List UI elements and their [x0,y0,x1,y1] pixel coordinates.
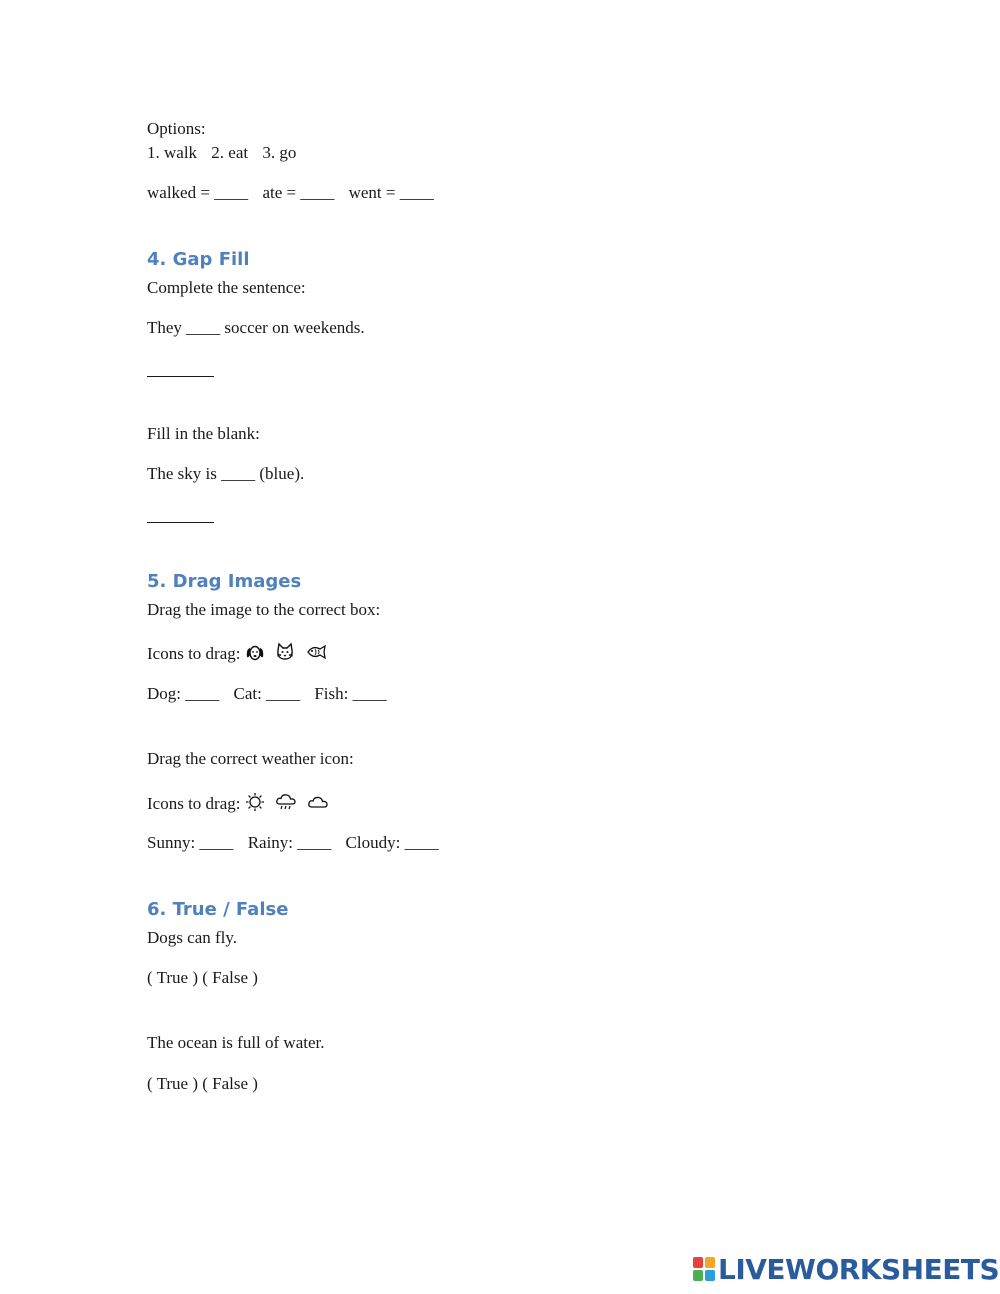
options-label: Options: [147,119,206,138]
drop-target[interactable]: Dog: ____ [147,684,220,703]
option-item: 1. walk [147,143,198,162]
true-option[interactable]: ( True ) [147,968,199,987]
false-option[interactable]: ( False ) [202,968,258,987]
tf-options-row [147,968,258,988]
drag-instruction: Drag the image to the correct box: [147,600,381,619]
drop-target[interactable]: Sunny: ____ [147,833,234,852]
drag-targets-row [147,684,387,704]
option-item: 2. eat [211,143,249,162]
logo-mark-icon [693,1257,715,1281]
drop-target[interactable]: Cloudy: ____ [345,833,439,852]
section-heading-gap-fill: 4. Gap Fill [147,249,250,270]
gap-fill-sentence: The sky is ____ (blue). [147,464,305,483]
answer-input-line[interactable] [147,376,214,377]
drag-instruction: Drag the correct weather icon: [147,749,354,768]
match-blank[interactable]: walked = ____ [147,183,249,202]
gap-fill-instruction: Complete the sentence: [147,278,306,297]
match-blank[interactable]: ate = ____ [262,183,335,202]
drop-target[interactable]: Rainy: ____ [247,833,332,852]
tf-statement: Dogs can fly. [147,928,238,947]
drag-icons-row [147,792,335,814]
icons-label: Icons to drag: [147,644,241,663]
false-option[interactable]: ( False ) [202,1074,258,1093]
option-item: 3. go [262,143,297,162]
section-heading-drag-images: 5. Drag Images [147,571,302,592]
tf-statement: The ocean is full of water. [147,1033,325,1052]
sun-icon[interactable] [245,792,265,812]
cloud-icon[interactable] [307,792,329,812]
match-blank[interactable]: went = ____ [348,183,434,202]
section-heading-true-false: 6. True / False [147,899,289,920]
drag-icons-row [147,642,333,664]
dog-icon[interactable] [245,642,265,662]
icons-label: Icons to drag: [147,794,241,813]
gap-fill-sentence: They ____ soccer on weekends. [147,318,365,337]
answer-input-line[interactable] [147,522,214,523]
rain-cloud-icon[interactable] [275,792,297,812]
logo-text: LIVEWORKSHEETS [718,1252,1000,1286]
true-option[interactable]: ( True ) [147,1074,199,1093]
drop-target[interactable]: Fish: ____ [314,684,387,703]
gap-fill-instruction: Fill in the blank: [147,424,260,443]
cat-icon[interactable] [275,642,295,662]
drag-targets-row [147,833,439,853]
liveworksheets-logo [693,1254,999,1284]
match-row [147,183,434,203]
options-list [147,143,296,163]
fish-icon[interactable] [305,642,327,662]
drop-target[interactable]: Cat: ____ [233,684,301,703]
tf-options-row [147,1074,258,1094]
